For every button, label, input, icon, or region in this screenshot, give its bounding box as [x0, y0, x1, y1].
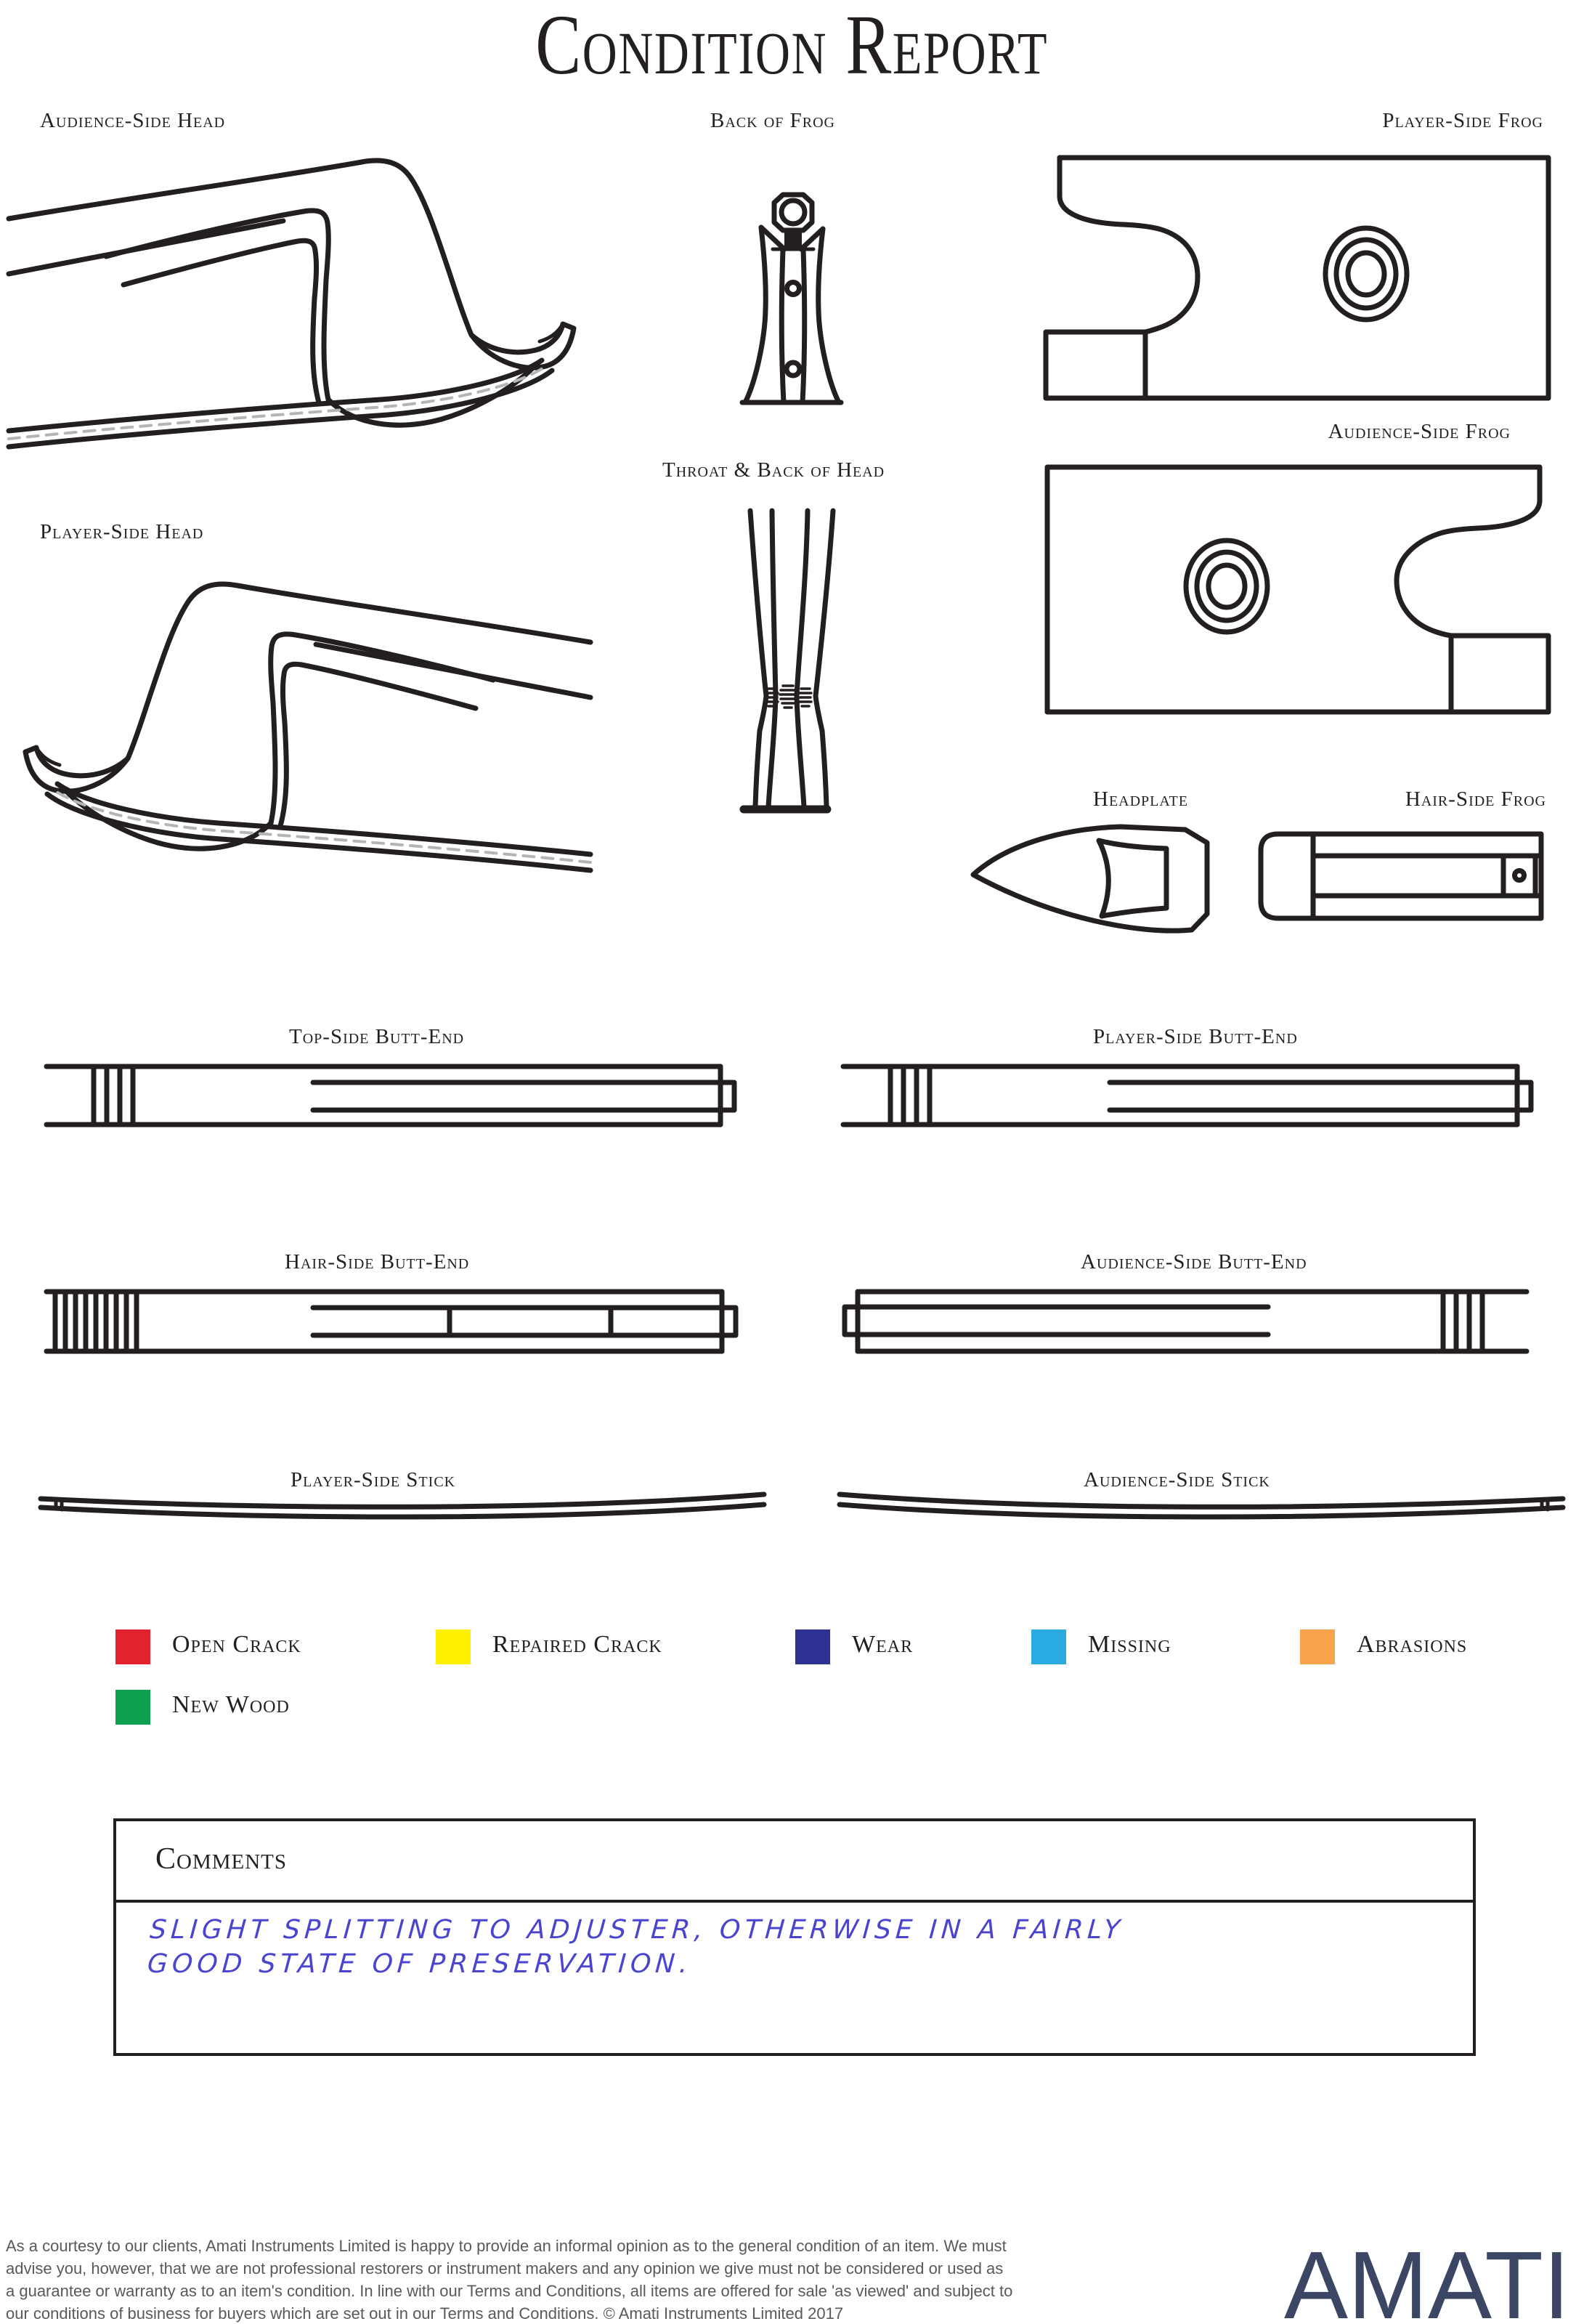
comments-heading: Comments — [155, 1842, 288, 1876]
label-hair-side-frog: Hair-Side Frog — [1405, 788, 1546, 811]
legend-label: Abrasions — [1357, 1631, 1468, 1658]
legend-label: Open Crack — [172, 1631, 301, 1658]
label-audience-side-stick: Audience-Side Stick — [1084, 1468, 1270, 1491]
label-audience-side-frog: Audience-Side Frog — [1328, 420, 1511, 443]
audience-side-frog-drawing — [1044, 464, 1553, 715]
throat-back-of-head-drawing — [726, 507, 835, 816]
legend-label: Repaired Crack — [492, 1631, 662, 1658]
comments-box — [113, 1818, 1476, 2056]
player-side-butt-end-drawing — [843, 1062, 1535, 1129]
comments-divider — [113, 1900, 1476, 1903]
label-top-side-butt-end: Top-Side Butt-End — [289, 1025, 465, 1048]
footer-disclaimer-line: advise you, however, that we are not professional restorers or instrument makers and any opinion we give must not be considered or used as — [6, 2259, 1004, 2278]
missing-swatch — [1031, 1629, 1066, 1664]
label-audience-side-butt-end: Audience-Side Butt-End — [1081, 1250, 1307, 1274]
legend-label: Wear — [852, 1631, 914, 1658]
legend-label: Missing — [1088, 1631, 1171, 1658]
open-crack-swatch — [115, 1629, 150, 1664]
new-wood-swatch — [115, 1690, 150, 1725]
label-headplate: Headplate — [1093, 788, 1189, 811]
label-player-side-frog: Player-Side Frog — [1382, 109, 1543, 132]
footer-disclaimer-line: our conditions of business for buyers which are set out in our Terms and Conditions. © Amati Instruments Limited 2017 — [6, 2304, 844, 2323]
label-player-side-butt-end: Player-Side Butt-End — [1093, 1025, 1298, 1048]
legend-label: New Wood — [172, 1691, 290, 1718]
label-back-of-frog: Back of Frog — [710, 109, 835, 132]
label-throat-back-of-head: Throat & Back of Head — [662, 458, 885, 482]
player-side-head-drawing — [16, 565, 586, 879]
audience-side-head-drawing — [13, 142, 583, 456]
label-audience-side-head: Audience-Side Head — [40, 109, 226, 132]
footer-disclaimer-line: a guarantee or warranty as to an item's condition. In line with our Terms and Conditions, all items are offered for sale 'as viewed' and subject to — [6, 2282, 1013, 2300]
label-player-side-stick: Player-Side Stick — [291, 1468, 456, 1491]
hair-side-butt-end-drawing — [46, 1288, 738, 1355]
label-player-side-head: Player-Side Head — [40, 520, 204, 543]
top-side-butt-end-drawing — [46, 1062, 738, 1129]
label-hair-side-butt-end: Hair-Side Butt-End — [285, 1250, 470, 1274]
page-title: Condition Report — [535, 0, 1049, 92]
wear-swatch — [795, 1629, 830, 1664]
handwritten-comment-line: SLIGHT SPLITTING TO ADJUSTER, OTHERWISE IN A FAIRLY — [148, 1915, 1126, 1945]
handwritten-comment-line: GOOD STATE OF PRESERVATION. — [146, 1949, 694, 1979]
audience-side-butt-end-drawing — [843, 1288, 1535, 1355]
player-side-stick-drawing — [36, 1489, 770, 1526]
footer-disclaimer-line: As a courtesy to our clients, Amati Instruments Limited is happy to provide an informal opinion as to the general condition of an item. We must — [6, 2237, 1007, 2255]
footer-disclaimer — [6, 2235, 1012, 2324]
headplate-drawing — [970, 824, 1210, 937]
back-of-frog-drawing — [741, 190, 842, 408]
handwritten-comment — [146, 1913, 1125, 1981]
amati-logo: AMATI — [1284, 2232, 1570, 2324]
abrasions-swatch — [1300, 1629, 1335, 1664]
repaired-crack-swatch — [436, 1629, 471, 1664]
audience-side-stick-drawing — [834, 1489, 1567, 1526]
player-side-frog-drawing — [1043, 152, 1551, 401]
hair-side-frog-drawing — [1254, 831, 1546, 921]
